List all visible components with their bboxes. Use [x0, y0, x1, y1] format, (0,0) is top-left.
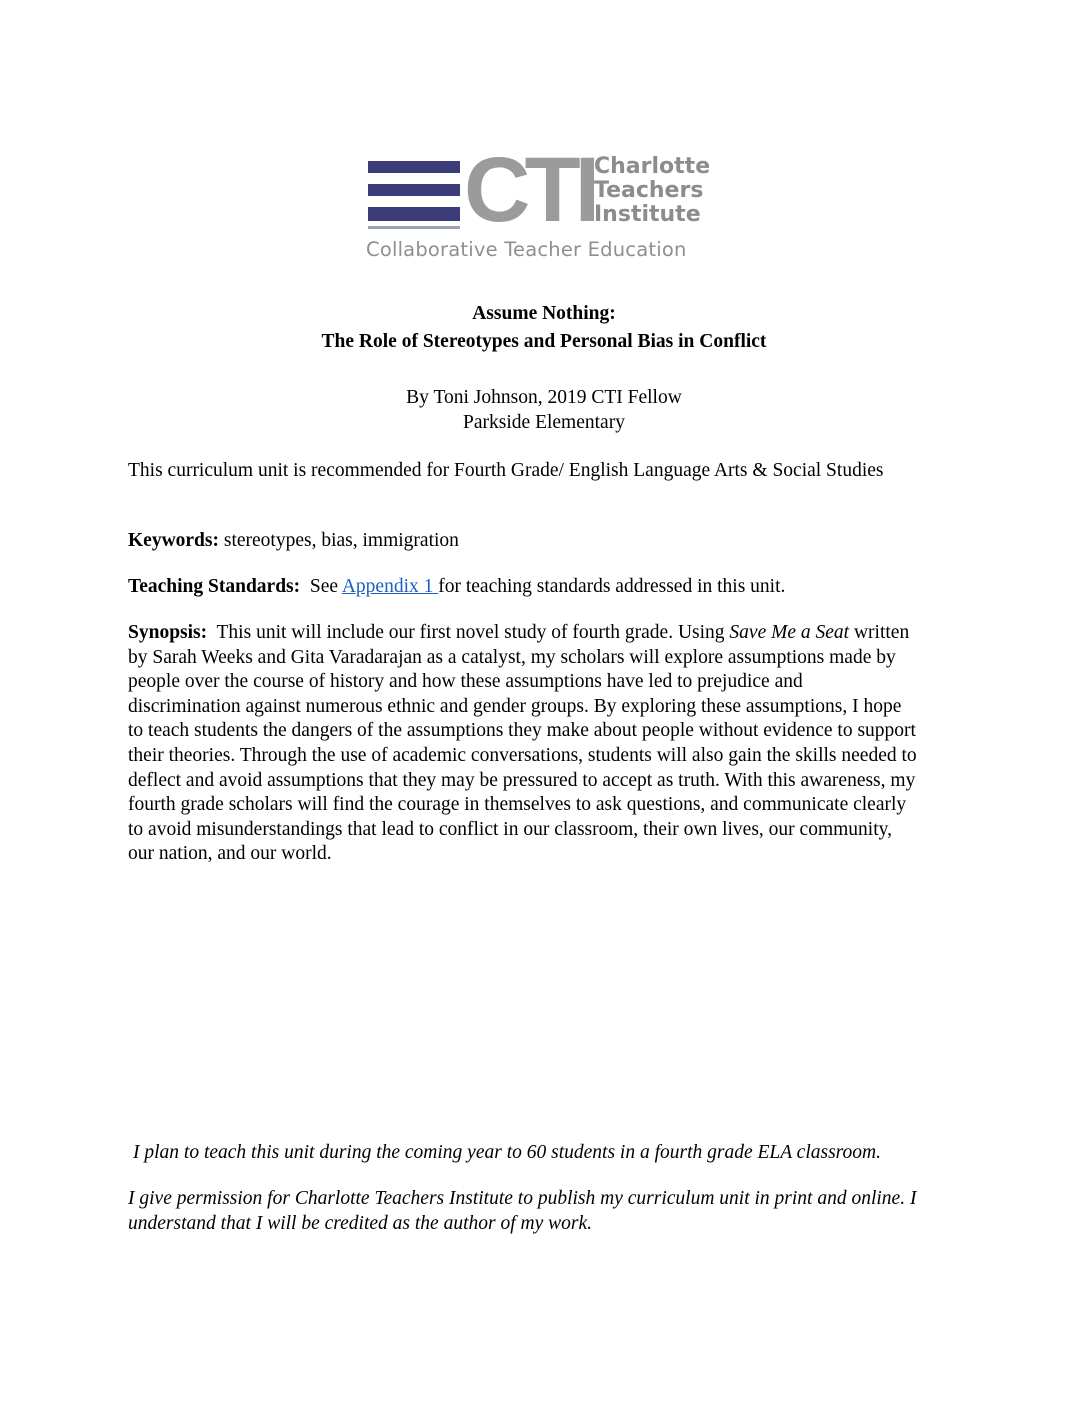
- logo-name: [594, 155, 710, 227]
- logo-name-line: Charlotte: [594, 154, 711, 179]
- standards-label: Teaching Standards:: [128, 576, 301, 597]
- plan-statement: I plan to teach this unit during the coming year to 60 students in a fourth grade ELA classroom.: [133, 1142, 882, 1163]
- keywords-text: stereotypes, bias, immigration: [219, 530, 459, 551]
- synopsis-body: written by Sarah Weeks and Gita Varadarajan as a catalyst, my scholars will explore assumptions made by people over the course of history and how these assumptions have led to prejudice and discrimination against numerous ethnic and gender groups. By exploring these assumptions, I hope to teach students the dangers of the assumptions they make about people without evidence to support their theories. Through the use of academic conversations, students will also gain the skills needed to deflect and avoid assumptions that they may be pressured to accept as truth. With this awareness, my fourth grade scholars will find the courage in themselves to ask questions, and communicate clearly to avoid misunderstandings that lead to conflict in our classroom, their own lives, our community, our nation, and our world.: [128, 622, 917, 865]
- logo-mark: CTI: [464, 139, 595, 241]
- keywords-paragraph: [128, 529, 928, 554]
- logo-stripe: [368, 184, 460, 196]
- recommendation-paragraph: This curriculum unit is recommended for Fourth Grade/ English Language Arts & Social Studies: [128, 460, 884, 481]
- title-line-1: Assume Nothing:: [472, 303, 616, 324]
- school-line: Parkside Elementary: [463, 412, 625, 433]
- logo-stripe: [368, 226, 460, 229]
- logo-stripe: [368, 161, 460, 173]
- logo-tagline: Collaborative Teacher Education: [366, 238, 687, 261]
- appendix-link[interactable]: Appendix 1: [341, 576, 439, 597]
- permission-statement: I give permission for Charlotte Teachers Institute to publish my curriculum unit in print and online. I understand that I will be credited as the author of my work.: [128, 1188, 917, 1234]
- standards-paragraph: [128, 575, 928, 600]
- logo-name-line: Teachers: [594, 178, 704, 203]
- cti-logo: [364, 139, 724, 272]
- keywords-label: Keywords:: [128, 530, 219, 551]
- standards-post: for teaching standards addressed in this unit.: [438, 576, 786, 597]
- synopsis-label: Synopsis:: [128, 622, 208, 643]
- author-line: By Toni Johnson, 2019 CTI Fellow: [406, 387, 682, 408]
- book-title: Save Me a Seat: [729, 622, 850, 643]
- title-line-2: The Role of Stereotypes and Personal Bias in Conflict: [321, 331, 767, 352]
- synopsis-paragraph: [128, 621, 920, 867]
- logo-name-line: Institute: [594, 202, 701, 227]
- standards-pre: See: [300, 576, 342, 597]
- logo-stripe: [368, 207, 460, 221]
- synopsis-intro: This unit will include our first novel study of fourth grade. Using: [207, 622, 730, 643]
